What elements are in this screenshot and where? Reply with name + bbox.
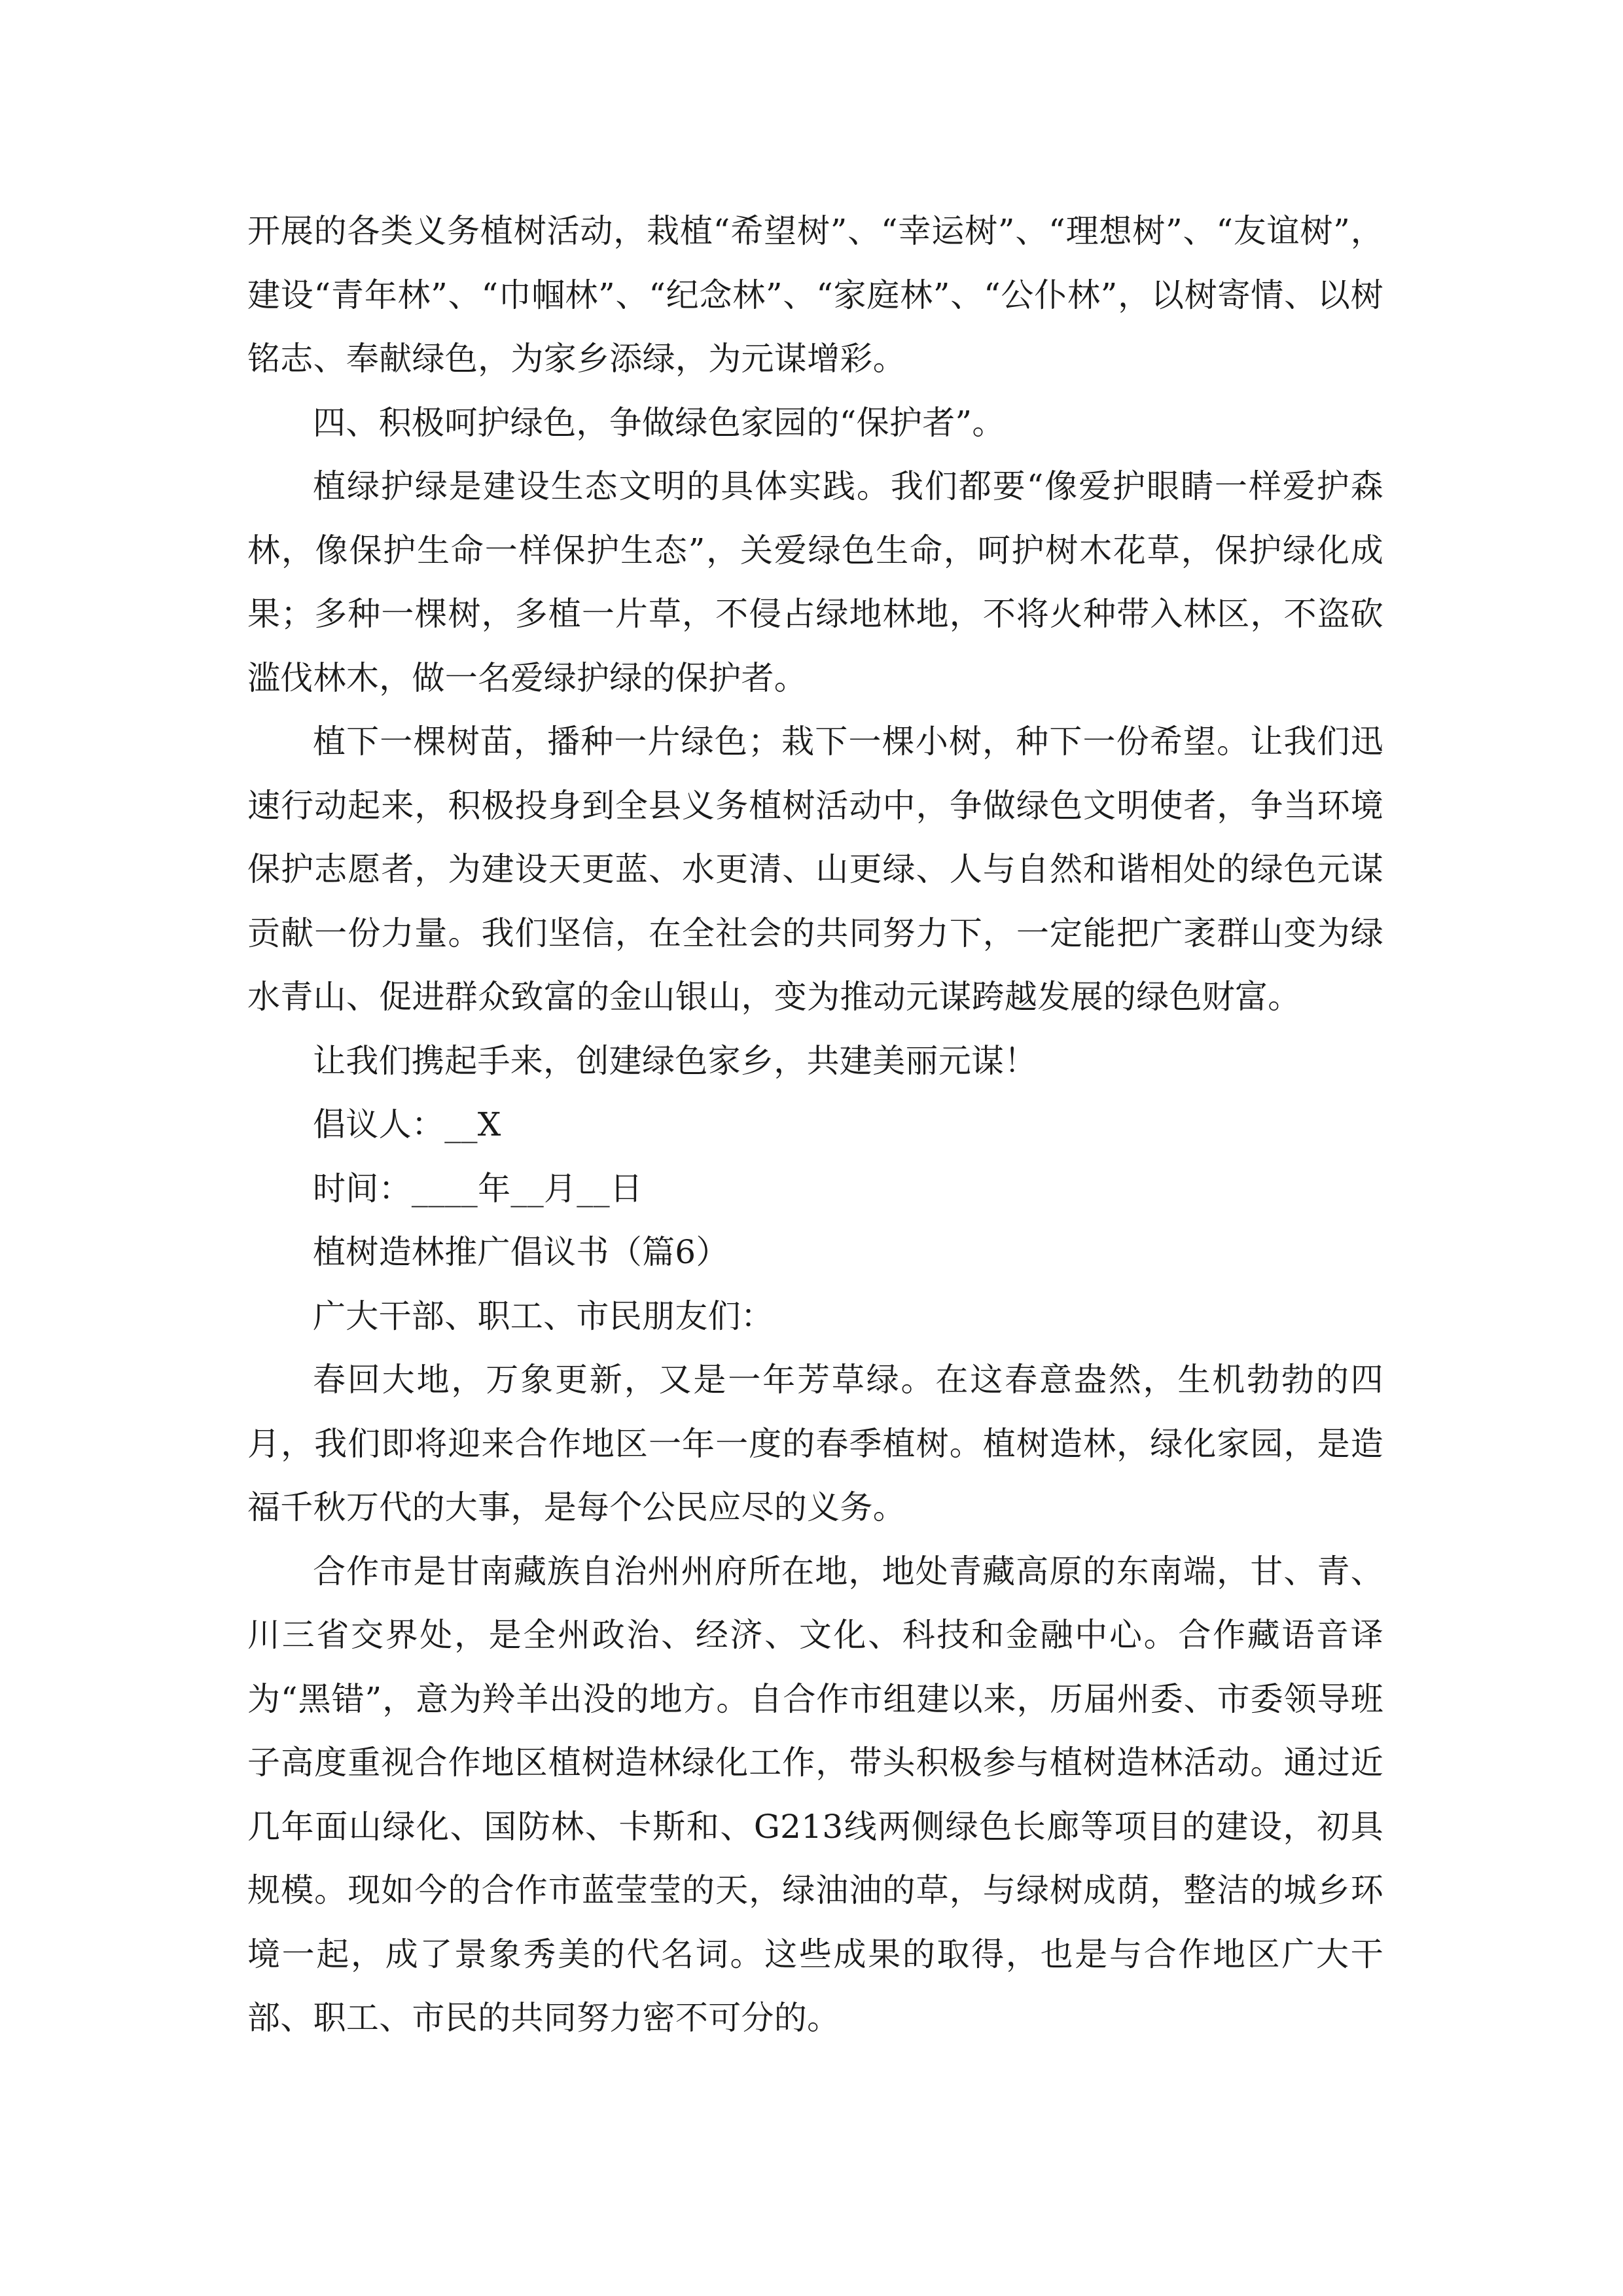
- proposer-line: 倡议人：__X: [313, 1105, 501, 1143]
- paragraph-call-to-action: 植下一棵树苗，播种一片绿色；栽下一棵小树，种下一份希望。让我们迅速行动起来，积极投身到全县义务植树活动中，争做绿色文明使者，争当环境保护志愿者，为建设天更蓝、水更清、山更绿、人与自然和谐相处的绿色元谋贡献一份力量。我们坚信，在全社会的共同努力下，一定能把广袤群山变为绿水青山、促进群众致富的金山银山，变为推动元谋跨越发展的绿色财富。: [247, 723, 1383, 1016]
- section-heading-4: 四、积极呵护绿色，争做绿色家园的“保护者”。: [313, 403, 1005, 442]
- document-body: [247, 200, 1383, 2051]
- article-title-6: 植树造林推广倡议书（篇6）: [313, 1233, 729, 1271]
- paragraph-spring: 春回大地，万象更新，又是一年芳草绿。在这春意盎然，生机勃勃的四月，我们即将迎来合作地区一年一度的春季植树。植树造林，绿化家园，是造福千秋万代的大事，是每个公民应尽的义务。: [247, 1361, 1383, 1526]
- paragraph-continuation: 开展的各类义务植树活动，栽植“希望树”、“幸运树”、“理想树”、“友谊树”，建设“青年林”、“巾帼林”、“纪念林”、“家庭林”、“公仆林”，以树寄情、以树铭志、奉献绿色，为家乡添绿，为元谋增彩。: [247, 212, 1383, 378]
- salutation: 广大干部、职工、市民朋友们：: [313, 1297, 774, 1335]
- paragraph-hezuo-city: 合作市是甘南藏族自治州州府所在地，地处青藏高原的东南端，甘、青、川三省交界处，是全州政治、经济、文化、科技和金融中心。合作藏语音译为“黑错”，意为羚羊出没的地方。自合作市组建以来，历届州委、市委领导班子高度重视合作地区植树造林绿化工作，带头积极参与植树造林活动。通过近几年面山绿化、国防林、卡斯和、G213线两侧绿色长廊等项目的建设，初具规模。现如今的合作市蓝莹莹的天，绿油油的草，与绿树成荫，整洁的城乡环境一起，成了景象秀美的代名词。这些成果的取得，也是与合作地区广大干部、职工、市民的共同努力密不可分的。: [247, 1552, 1383, 2037]
- date-line: 时间：____年__月__日: [313, 1169, 643, 1208]
- paragraph-protect-green: 植绿护绿是建设生态文明的具体实践。我们都要“像爱护眼睛一样爱护森林，像保护生命一样保护生态”，关爱绿色生命，呵护树木花草，保护绿化成果；多种一棵树，多植一片草，不侵占绿地林地，不将火种带入林区，不盗砍滥伐林木，做一名爱绿护绿的保护者。: [247, 467, 1383, 697]
- paragraph-slogan: 让我们携起手来，创建绿色家乡，共建美丽元谋！: [313, 1041, 1037, 1080]
